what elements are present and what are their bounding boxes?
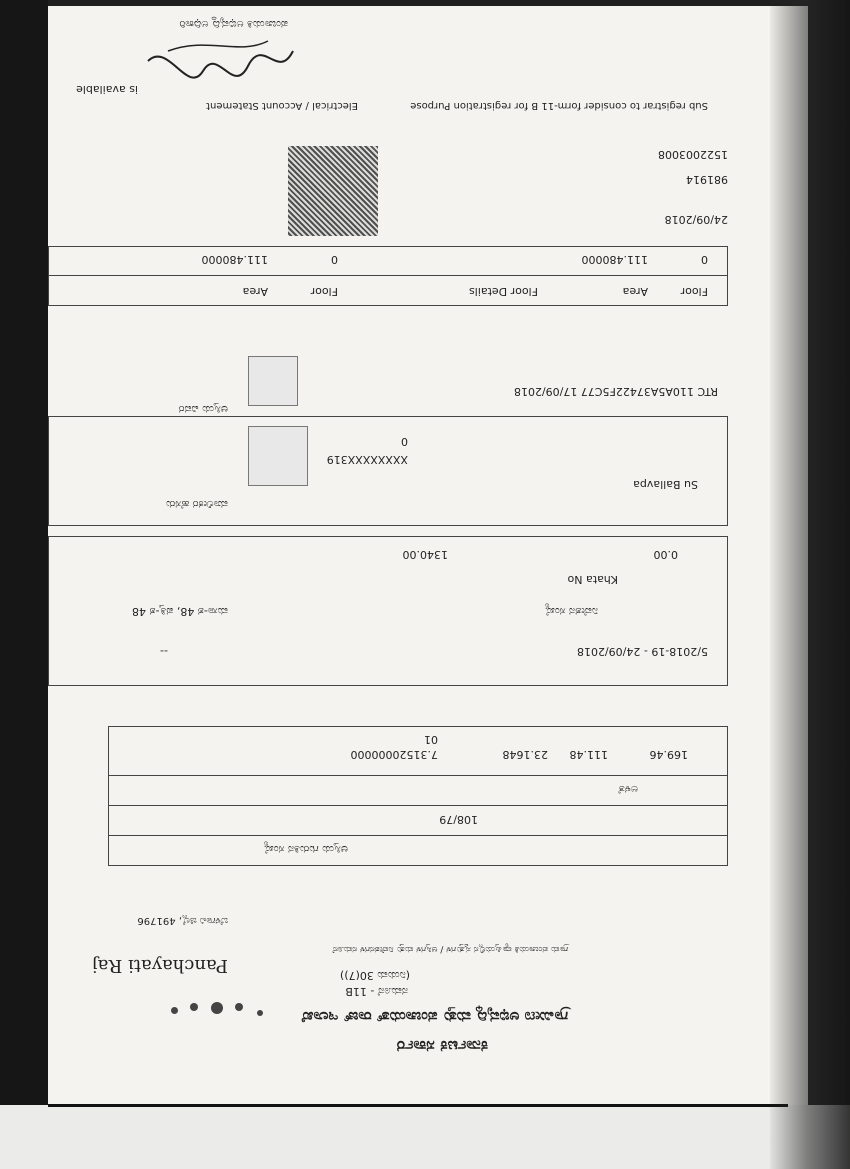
- owner-photo: [248, 426, 308, 486]
- row-divider: [108, 775, 728, 776]
- owner-name: Su Ballavpa: [633, 478, 698, 491]
- logo-dot: [235, 1003, 243, 1011]
- header-subtitle: ಗ್ರಾಮೀಣ ಅಭಿವೃದ್ಧಿ ಮತ್ತು ಪಂಚಾಯತ್ ರಾಜ್ ಇಲಾಖೆ: [301, 1008, 568, 1026]
- khata-label: Khata No: [567, 573, 618, 586]
- registration-date: 24/09/2018: [664, 213, 728, 226]
- floor-cell-5: 111.480000: [201, 253, 268, 266]
- owner-zero: 0: [401, 435, 408, 448]
- logo-dot: [171, 1007, 178, 1014]
- scan-left-edge: [0, 0, 48, 1169]
- signature-caption: ಪಂಚಾಯತಿ ಅಭಿವೃದ್ಧಿ ಅಧಿಕಾರಿ: [179, 18, 288, 31]
- owner-header: ಮಾಲೀಕರ ಹೆಸರು: [165, 498, 228, 511]
- property-id-value: 108/79: [439, 813, 478, 826]
- floor-cell-4: 0: [331, 253, 338, 266]
- nil-value: --: [160, 645, 168, 658]
- road-value: ಮಸಾ-ಶ 48, ಪತ್ತಿ-ಶ 48: [132, 605, 228, 618]
- logo-dot: [257, 1010, 263, 1016]
- property-photo: [248, 356, 298, 406]
- scan-bottom-strip: [0, 1105, 850, 1169]
- floor-cell-2: 111.480000: [581, 253, 648, 266]
- location-text: ಬೆಳಗಾವಿ ಜಿಲ್ಲೆ, 491796: [137, 915, 228, 926]
- registration-number: 1522003008: [658, 148, 728, 161]
- owner-table: [48, 416, 728, 526]
- floor-header-1: Floor: [680, 285, 708, 298]
- electrical-statement: Electrical / Account Statement: [206, 100, 358, 111]
- logo-dot: [190, 1003, 198, 1011]
- owner-phone: XXXXXXXX319: [326, 453, 408, 466]
- handwritten-signature: [138, 31, 298, 86]
- logo-dot: [211, 1002, 223, 1014]
- rtc-label: ಆಸ್ತಿಯ ವಿವರ: [178, 403, 228, 416]
- dimension-2: 111.48: [569, 748, 608, 761]
- floor-header-2: Area: [622, 285, 648, 298]
- statement-available: is available: [76, 83, 138, 96]
- tax-value: 1340.00: [402, 548, 448, 561]
- road-label: ನಿವೇಶನ ಸಂಖ್ಯೆ: [544, 605, 598, 618]
- header-title: ಕರ್ನಾಟಕ ಸರ್ಕಾರ: [396, 1037, 488, 1056]
- floor-header-5: Area: [242, 285, 268, 298]
- dimension-1: 169.46: [649, 748, 688, 761]
- floor-cell-1: 0: [701, 253, 708, 266]
- survey-number: 5/2018-19 - 24/09/2018: [576, 645, 708, 658]
- property-id-table: [108, 726, 728, 866]
- registration-code: 981914: [686, 173, 728, 186]
- rule-reference: (ನಿಯಮ 30(7)): [339, 969, 410, 982]
- qr-code: [288, 146, 378, 236]
- dimension-extra: 01: [424, 733, 438, 746]
- brand-text: Panchayati Raj: [92, 955, 228, 976]
- row-divider: [48, 275, 728, 276]
- floor-header-4: Floor: [310, 285, 338, 298]
- dimension-3: 23.1648: [502, 748, 548, 761]
- scan-shadow: [770, 0, 850, 1169]
- row-divider: [108, 835, 728, 836]
- floor-header-3: Floor Details: [469, 285, 538, 298]
- form-name: ನಮೂನೆ - 11B: [345, 985, 408, 998]
- rtc-value: RTC 110A5A37422F5C77 17/09/2018: [513, 385, 718, 398]
- consider-text: Sub registrar to consider form-11 B for registration Purpose: [410, 100, 708, 111]
- header-note: ಗ್ರಾಮ ಪಂಚಾಯತಿ ವ್ಯಾಪ್ತಿಯಲ್ಲಿನ ಸ್ವತ್ತುಗಳ / ಆಸ್ತಿಗಳ ಮತ್ತು ನಿವೇಶನಗಳ ನಮೂನೆ: [332, 944, 568, 954]
- property-id-label: ಆಸ್ತಿಯ ಗುರುತಿನ ಸಂಖ್ಯೆ: [263, 843, 348, 856]
- row-divider: [108, 805, 728, 806]
- market-value: 0.00: [653, 548, 678, 561]
- units-label: ಅಳತೆ: [618, 783, 638, 796]
- dimension-4: 7.31520000000: [350, 748, 438, 761]
- upside-down-document: [48, 6, 788, 1106]
